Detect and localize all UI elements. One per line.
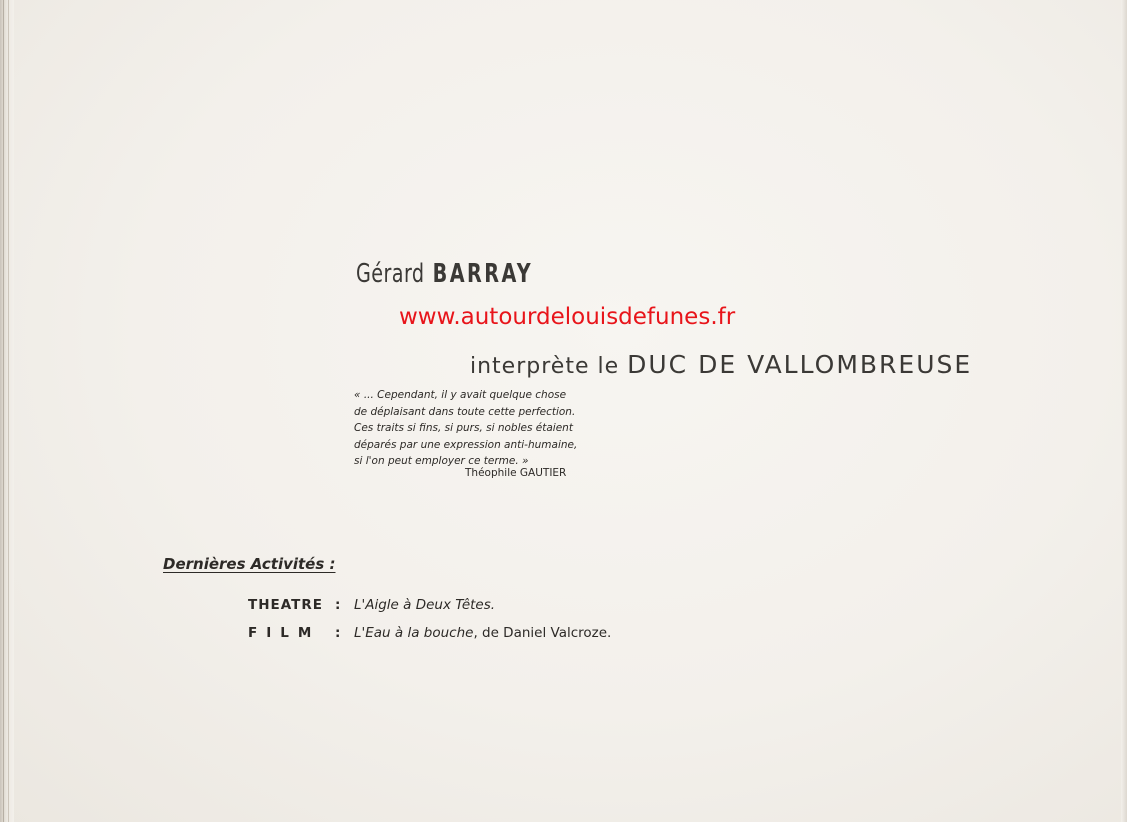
- activity-colon: :: [335, 597, 341, 613]
- activity-value: [354, 625, 611, 641]
- activities-heading: Dernières Activités :: [163, 555, 336, 573]
- quote-line: « ... Cependant, il y avait quelque chose: [354, 389, 567, 401]
- activity-title: L'Eau à la bouche: [354, 625, 474, 641]
- quote-line: déparés par une expression anti-humaine,: [354, 438, 578, 451]
- activity-item-theatre: [0, 597, 700, 617]
- binding-line: [3, 0, 4, 822]
- activity-title: L'Aigle à Deux Têtes.: [354, 597, 496, 613]
- activity-value: [354, 597, 495, 613]
- activity-label: THEATRE: [248, 597, 323, 613]
- quote-line: Ces traits si fins, si purs, si nobles étaient: [354, 422, 573, 434]
- activity-suffix: , de Daniel Valcroze.: [473, 625, 612, 641]
- activity-colon: :: [335, 625, 341, 641]
- actor-last-name: BARRAY: [432, 259, 534, 289]
- website-watermark: www.autourdelouisdefunes.fr: [399, 304, 736, 330]
- quote-line: si l'on peut employer ce terme. »: [354, 455, 529, 467]
- binding-line: [8, 0, 9, 822]
- actor-first-name: Gérard: [356, 259, 425, 289]
- actor-name: [356, 259, 533, 289]
- page-right-edge: [1121, 0, 1127, 822]
- quote-author: Théophile GAUTIER: [465, 467, 567, 479]
- activity-item-film: [0, 625, 700, 645]
- role-name: DUC DE VALLOMBREUSE: [627, 350, 973, 379]
- activity-label: FILM: [248, 625, 321, 641]
- role-line: [470, 350, 972, 379]
- quote-block: [354, 387, 594, 470]
- quote-line: de déplaisant dans toute cette perfection.: [354, 405, 576, 418]
- role-prefix: interprète le: [470, 354, 620, 379]
